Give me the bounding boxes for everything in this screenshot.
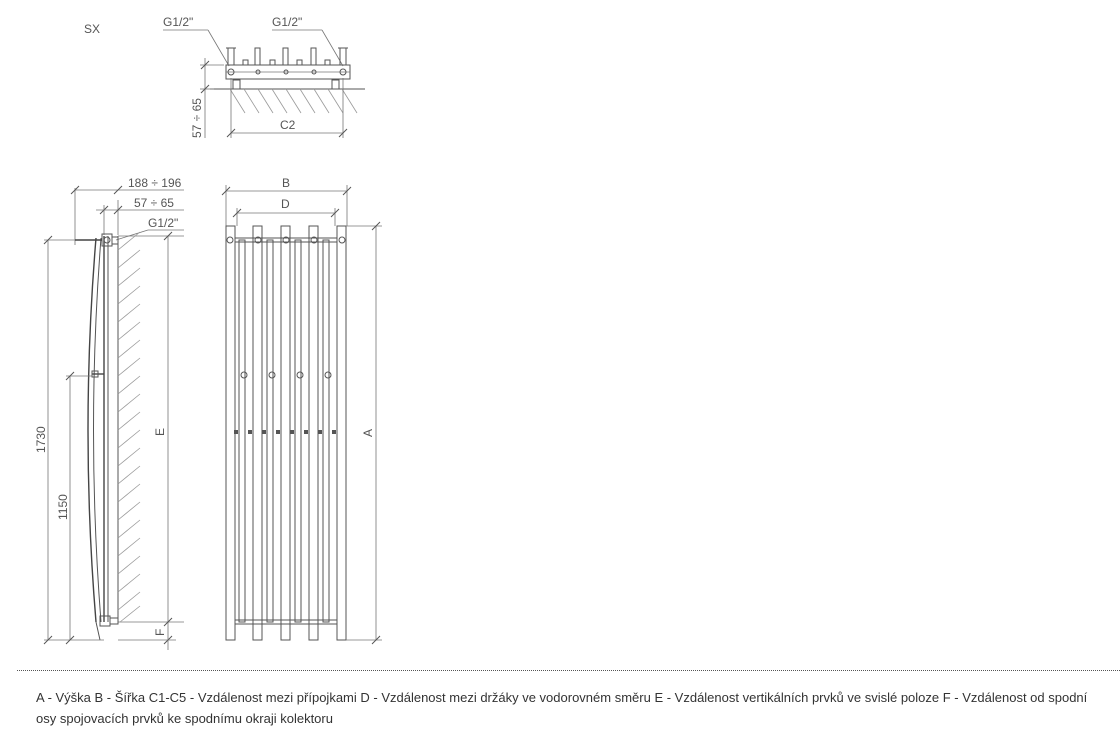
dotted-separator bbox=[17, 670, 1120, 671]
top-view bbox=[84, 15, 365, 138]
dimension-f-label: F bbox=[153, 628, 167, 636]
top-connection-label-right: G1/2" bbox=[272, 15, 303, 29]
connection-distance-label: C2 bbox=[280, 118, 296, 132]
height-a-label: A bbox=[361, 428, 375, 437]
side-view bbox=[34, 176, 184, 650]
height-1730-label: 1730 bbox=[34, 426, 48, 453]
side-connection-label: G1/2" bbox=[148, 216, 179, 230]
top-connection-label-left: G1/2" bbox=[163, 15, 194, 29]
variant-label: SX bbox=[84, 22, 101, 36]
height-1150-label: 1150 bbox=[56, 494, 70, 520]
side-wall-hatching bbox=[118, 232, 140, 622]
dimension-e-label: E bbox=[153, 427, 167, 436]
front-view bbox=[222, 176, 382, 644]
radiator-tubes bbox=[226, 226, 346, 640]
wall-distance-label-side: 57 ÷ 65 bbox=[134, 196, 174, 210]
wall-distance-label-top: 57 ÷ 65 bbox=[190, 98, 204, 138]
top-wall-hatching bbox=[230, 89, 357, 113]
top-view-valves bbox=[226, 48, 348, 75]
bracket-distance-d-label: D bbox=[281, 197, 290, 211]
middle-spacers bbox=[234, 430, 336, 434]
width-b-label: B bbox=[282, 176, 291, 190]
radiator-curved-profile bbox=[88, 238, 96, 622]
dimension-legend: A - Výška B - Šířka C1-C5 - Vzdálenost mezi přípojkami D - Vzdálenost mezi držáky ve vodorovném směru E - Vzdálenost vertikálních prvků ve svislé poloze F - Vzdálenost od spodní osy spojovacích prvků ke spodnímu okraji kolektoru bbox=[36, 690, 1088, 726]
depth-dimension-label: 188 ÷ 196 bbox=[128, 176, 182, 190]
